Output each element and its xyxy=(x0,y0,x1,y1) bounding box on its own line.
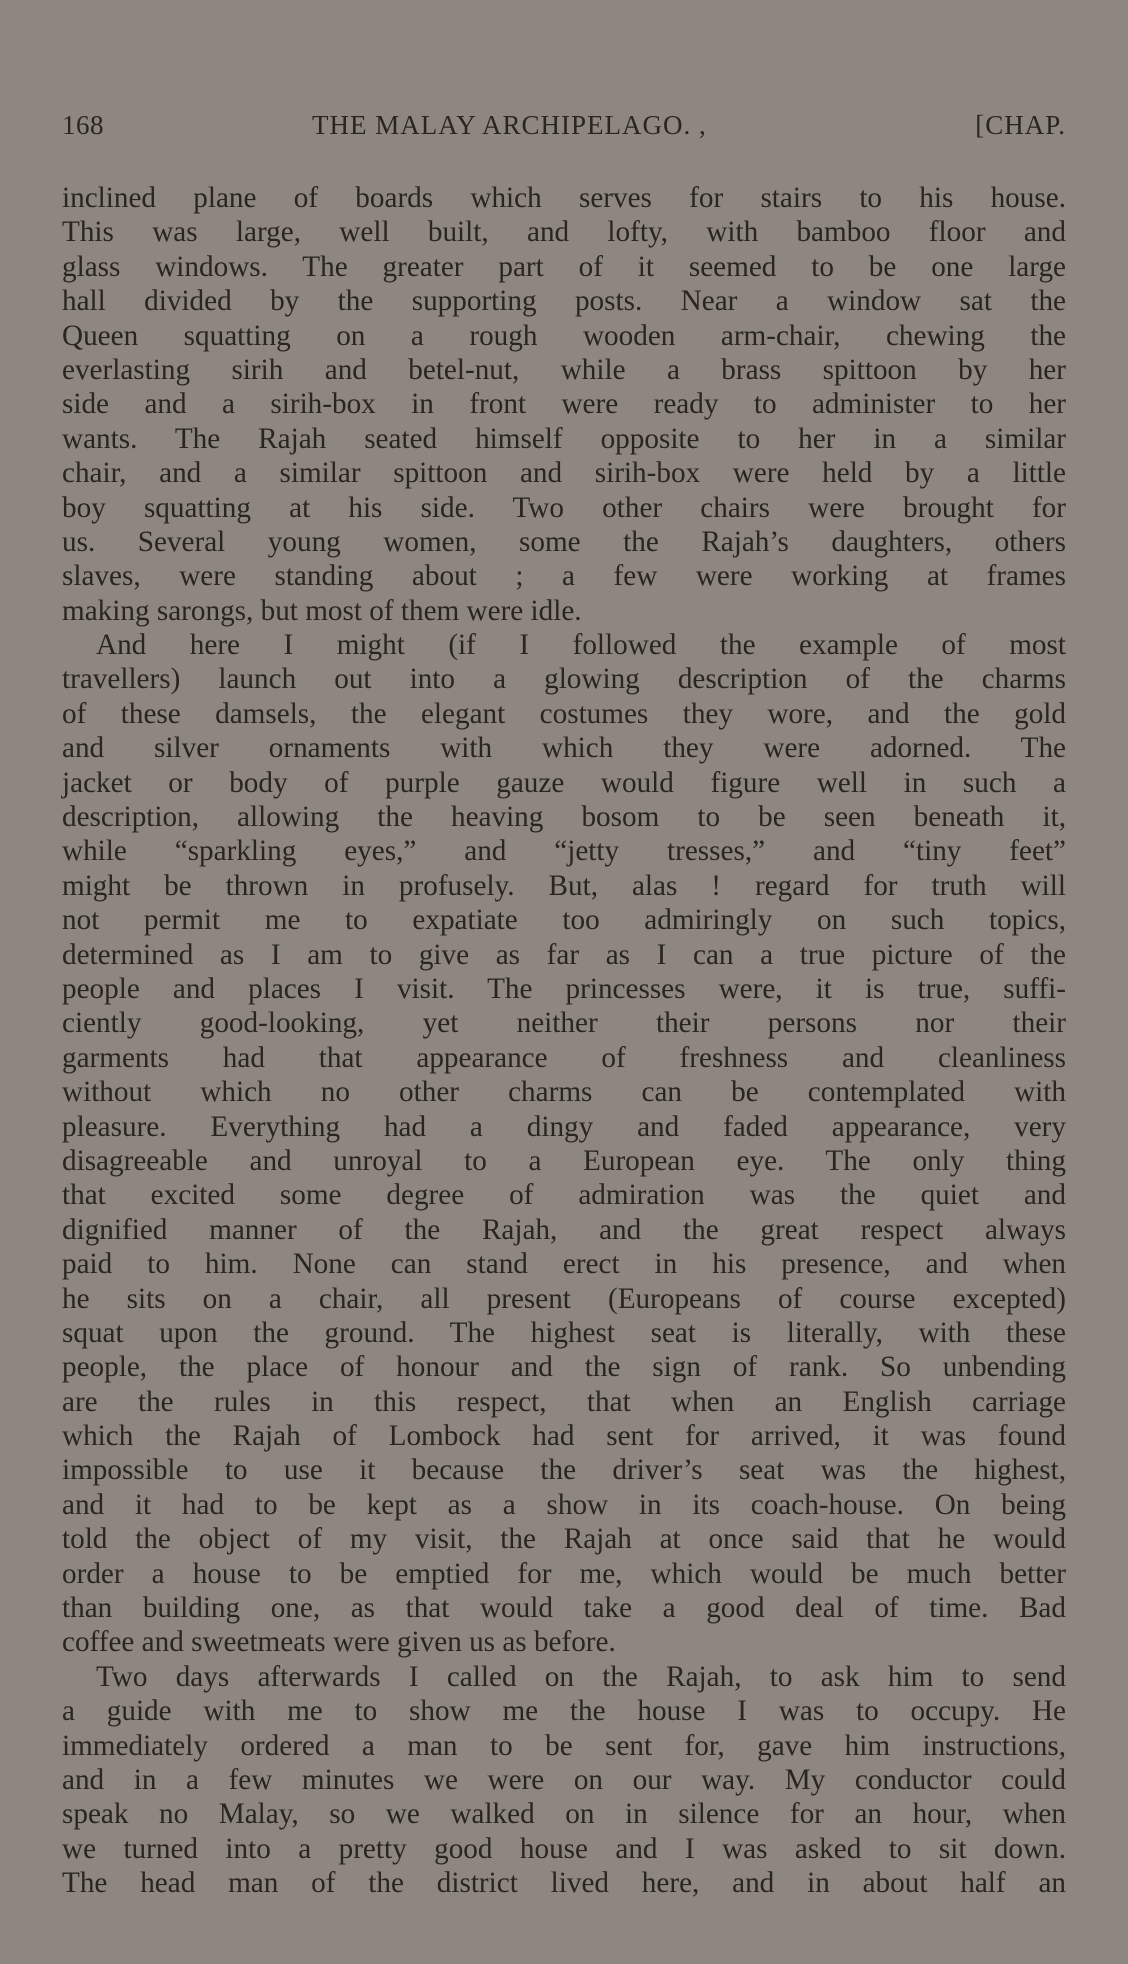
text-line: and silver ornaments with which they were adorned. The xyxy=(62,732,1066,765)
text-line: dignified manner of the Rajah, and the great respect always xyxy=(62,1213,1066,1246)
text-line: a guide with me to show me the house I was to occupy. He xyxy=(62,1695,1066,1728)
text-line: which the Rajah of Lombock had sent for arrived, it was found xyxy=(62,1420,1066,1453)
text-line: he sits on a chair, all present (Europeans of course excepted) xyxy=(62,1282,1066,1315)
body-text xyxy=(62,181,1066,1901)
text-line: impossible to use it because the driver’s seat was the highest, xyxy=(62,1454,1066,1487)
text-line: people and places I visit. The princesses were, it is true, suffi- xyxy=(62,972,1066,1005)
text-line: determined as I am to give as far as I can a true picture of the xyxy=(62,938,1066,971)
text-line: inclined plane of boards which serves for stairs to his house. xyxy=(62,182,1066,214)
text-line: not permit me to expatiate too admiringly on such topics, xyxy=(62,904,1066,937)
text-line: Queen squatting on a rough wooden arm-chair, chewing the xyxy=(62,319,1066,352)
text-line: everlasting sirih and betel-nut, while a brass spittoon by her xyxy=(62,353,1066,386)
text-line: that excited some degree of admiration was the quiet and xyxy=(62,1179,1066,1212)
text-line: while “sparkling eyes,” and “jetty tresses,” and “tiny feet” xyxy=(62,835,1066,868)
text-line: garments had that appearance of freshness and cleanliness xyxy=(62,1041,1066,1074)
text-line: might be thrown in profusely. But, alas ! regard for truth will xyxy=(62,869,1066,902)
text-line: This was large, well built, and lofty, with bamboo floor and xyxy=(62,216,1066,249)
text-line: chair, and a similar spittoon and sirih-box were held by a little xyxy=(62,457,1066,490)
text-line: boy squatting at his side. Two other chairs were brought for xyxy=(62,491,1066,524)
text-line: Two days afterwards I called on the Rajah, to ask him to send xyxy=(96,1660,1066,1693)
text-line: and in a few minutes we were on our way. My conductor could xyxy=(62,1763,1066,1796)
text-line: squat upon the ground. The highest seat is literally, with these xyxy=(62,1316,1066,1349)
text-line: told the object of my visit, the Rajah at once said that he would xyxy=(62,1523,1066,1556)
running-title: THE MALAY ARCHIPELAGO. , xyxy=(312,110,707,140)
text-line: people, the place of honour and the sign of rank. So unbending xyxy=(62,1351,1066,1384)
text-line: And here I might (if I followed the example of most xyxy=(96,629,1066,662)
text-line: paid to him. None can stand erect in his presence, and when xyxy=(62,1248,1066,1281)
text-line: speak no Malay, so we walked on in silence for an hour, when xyxy=(62,1798,1066,1831)
text-line: ciently good-looking, yet neither their persons nor their xyxy=(62,1007,1066,1040)
text-line: wants. The Rajah seated himself opposite to her in a similar xyxy=(62,422,1066,455)
text-line: glass windows. The greater part of it seemed to be one large xyxy=(62,250,1066,283)
text-line: order a house to be emptied for me, which would be much better xyxy=(62,1557,1066,1590)
text-line: than building one, as that would take a good deal of time. Bad xyxy=(62,1592,1066,1625)
running-head xyxy=(62,110,1066,150)
text-line: hall divided by the supporting posts. Near a window sat the xyxy=(62,285,1066,318)
text-line: The head man of the district lived here, and in about half an xyxy=(62,1867,1066,1900)
text-line: we turned into a pretty good house and I was asked to sit down. xyxy=(62,1832,1066,1865)
page-number: 168 xyxy=(62,110,104,140)
text-line: making sarongs, but most of them were idle. xyxy=(62,594,582,627)
text-line: disagreeable and unroyal to a European eye. The only thing xyxy=(62,1144,1066,1177)
text-line: are the rules in this respect, that when an English carriage xyxy=(62,1385,1066,1418)
text-line: pleasure. Everything had a dingy and faded appearance, very xyxy=(62,1110,1066,1143)
text-line: us. Several young women, some the Rajah’s daughters, others xyxy=(62,525,1066,558)
text-line: jacket or body of purple gauze would figure well in such a xyxy=(62,766,1066,799)
text-line: immediately ordered a man to be sent for, gave him instructions, xyxy=(62,1729,1066,1762)
text-line: side and a sirih-box in front were ready to administer to her xyxy=(62,388,1066,421)
text-line: and it had to be kept as a show in its coach-house. On being xyxy=(62,1488,1066,1521)
text-line: coffee and sweetmeats were given us as before. xyxy=(62,1626,616,1659)
text-line: travellers) launch out into a glowing description of the charms xyxy=(62,663,1066,696)
text-line: slaves, were standing about ; a few were working at frames xyxy=(62,560,1066,593)
text-line: without which no other charms can be contemplated with xyxy=(62,1076,1066,1109)
text-line: of these damsels, the elegant costumes they wore, and the gold xyxy=(62,697,1066,730)
text-line: description, allowing the heaving bosom to be seen beneath it, xyxy=(62,801,1066,834)
chapter-marker: [CHAP. xyxy=(975,110,1066,140)
